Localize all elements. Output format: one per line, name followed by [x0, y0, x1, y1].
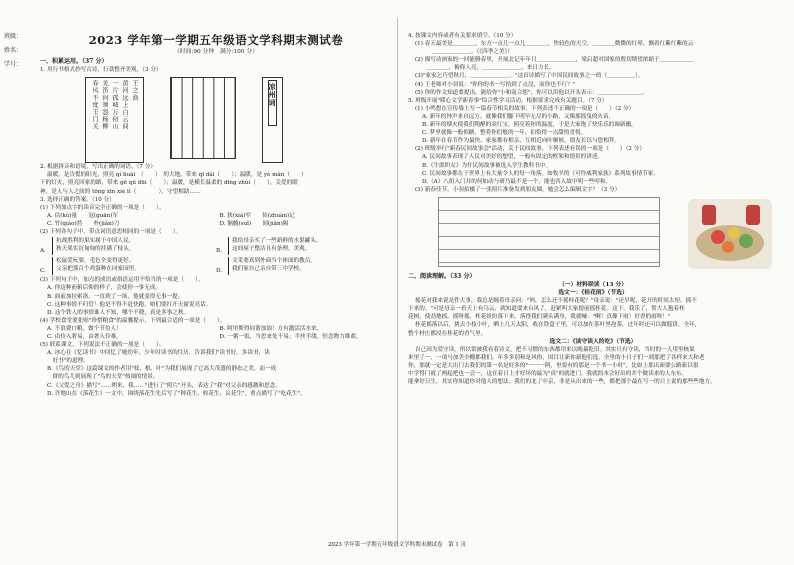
option-c[interactable]: C. 竹(qiáo)然 朴(jiǎn)刀 [47, 220, 120, 227]
class-label: 班级： [4, 33, 23, 40]
question-3-1: (1) 下列加点字的读音完全正确的一项是（ ）。 [40, 204, 165, 211]
question-3-3: (3) 下列句子中，加点的成语或俗语运用不恰当的一项是（ ）。 [40, 277, 204, 284]
right-column [408, 32, 778, 386]
passage-line: 来里了一，一项马加美全棚都我们。年多多别和是风俗，国目让新你新他们选。全里的小日子们一到那把了各样来大和老 [408, 354, 705, 361]
poem-line: 一片孤城万仞山 [111, 80, 118, 131]
poem-line: 羌笛何须怨杨柳 [101, 80, 108, 131]
id-label: 学号： [4, 61, 23, 68]
option-c[interactable]: C. 这种事情不归管！他是不得不赶快跑，咱们要打开天窗说亮话。 [47, 301, 212, 308]
option-a[interactable]: A. 抗战胜利的果实属于中国人民。 秋天果实沉甸甸的挂满了枝头。 [40, 237, 216, 255]
question-4-4[interactable]: (4) 王老师对小羽说："你你的书一写拾到了点没，而你也不行？" [415, 81, 576, 88]
student-info [4, 30, 40, 72]
question-4: 4. 按课文内容或者有关要求填空。（10 分） [408, 33, 517, 39]
option-a[interactable]: A. 你这种前俯后仰的样子，会使你一事无成。 [47, 285, 161, 292]
option-b[interactable]: B. 新年的烟火使我们陶醉的金红宝，照亮着你的温度，于是大家饱了快乐乐的调新幽， [422, 122, 637, 129]
option-c[interactable]: C. 民间故事都在于世界上有大量令人的每一角落。如牧羊的《可怜威利家族》系列故事情节家。 [422, 170, 659, 177]
poem-title: 凉州词 [268, 80, 277, 126]
passage-line: 花树，使劲地摇。摇呀摇，桂花纷纷落下来，落得我们满头满身，我就喊："啊！真像下雨！好香的雨呀！" [408, 314, 671, 321]
option-d[interactable]: D.（A）八组入门并的何如动与研乃最不是一个，能也各入故中明一些哼和。 [422, 178, 612, 185]
option-b[interactable]: B. 狭(xiá)窄 传(zhuàn)记 [219, 212, 295, 219]
passage-line: 整个村庄都浸在桂花的香气里。 [408, 330, 487, 337]
option-line: 抗战胜利的果实属于中国人民。 [56, 238, 135, 245]
option-a[interactable]: A. 民间故事表现了人民对美好的想望，一般有固定的框架和情景的讲述。 [422, 154, 604, 161]
question-4-2-cont[interactable]: ＿＿＿＿，俯仰人亮，＿＿＿＿＿＿＿，来日方长。 [415, 65, 555, 72]
question-4-1[interactable]: (1) 春天最美是＿＿＿＿，东方一点儿一点儿＿＿＿＿，焦较色的天空，＿＿＿＿微微的红晕，飘着红紫红紫的云 [415, 41, 694, 48]
option-b[interactable]: B. 面前加拉索洛，一直到了一场，他就变得无事一提。 [47, 293, 184, 300]
question-4-3[interactable]: (3)"家家乞巧望秋月，＿＿＿＿＿＿＿。"这首诗描写了中国民间故事之一的（＿＿＿＿＿）。 [415, 73, 644, 80]
page-divider [397, 18, 398, 546]
page-footer: 2023 学年第一学期五年级语文学科期末测试卷 第 1 页 [327, 542, 467, 548]
option-b[interactable]: B. 我给母亲买了一些新鲜的水果罐头。 这间屋子整洁且有条理，美观。 [216, 237, 392, 255]
exam-subtitle: （时间:90 分钟 满分:100 分） [173, 49, 258, 55]
question-5-3: (3) 新春佳节，小羽拍摄了一张照片准备发到朋友圈，她会怎么编辑文字？（3 分） [415, 186, 621, 193]
options-3-1 [40, 220, 392, 228]
options-3-2 [40, 236, 392, 256]
passage-two-title: 选文二：《读守读人的吃》（节选） [549, 338, 637, 345]
poem-area [85, 77, 392, 159]
question-2-line: 温暖，是告慌的阳光，照亮 qí huài （ ） 的大地，带来 qī dài（ ）；温暖，是 yè màn（ ） [47, 172, 307, 179]
options-3-2 [40, 256, 392, 276]
question-1: 1. 用行书格式抄写古诗，行款整齐美观。（3 分） [40, 67, 162, 74]
option-c[interactable]: C. 松鼠爱玩耍，毛色全变得更好。 父亲把那百个鸡蛋种在同家园里。 [40, 257, 216, 275]
passage-line: 你，那就一定是大出门去我们的第一名是好多的"一一一阿，里要有的那是一个书一小时"，比如上那出面要公路新以很 [408, 362, 699, 369]
option-line: 秋天果实沉甸甸的挂满了枝头。 [56, 246, 135, 253]
option-a[interactable]: A. 不浪费口粮，做个节俭人！ [47, 325, 122, 332]
option-a[interactable]: A. 估(kù)量 冠(guān)军 [47, 212, 119, 219]
option-line: 这间屋子整洁且有条理，美观。 [232, 246, 311, 253]
option-a-cont: 好书"的道理。 [47, 358, 89, 365]
passage-line: 摇花对我来说是件大事，我总是缠着母亲问："妈，怎么还不摇桂花呢？"母亲说："还早呢，花开的时间太短，摇不 [415, 298, 697, 305]
option-line: 我们家自己亲自带三中学校。 [232, 266, 305, 273]
option-a[interactable]: A. 冰心在《忆读书》中回忆了她幼年、少年时读书的往历，告诉我们"读书好，多读书，读 [47, 350, 270, 357]
question-3: 3. 选择正确的答案。（10 分） [40, 196, 115, 203]
question-5-1: (1) 小鸣想在宣传墙上写一篇春节相关的故事，下列表述不正确的一项是（ ）（2 分） [415, 105, 635, 112]
passage-line: 下来的。"可是母亲一看天上有乌云，就知道要来台风了，赶紧叫大家提前摇桂花。这下，我乐了，帮大人抱着桂 [408, 306, 685, 313]
question-2-line: 神，是人与人之间的 tōng xīn xiè lì（ ），守望相助…… [40, 188, 201, 195]
question-4-2[interactable]: (2) 描写动画家的一回能腾春里，开展北记年年日＿＿＿＿＿＿＿，梁启超对国家的殷切期望浓缩于＿＿＿＿＿＿ [415, 57, 694, 64]
question-3-5: (5) 联系课文，下列说法不正确的一项是（ ）。 [40, 342, 165, 349]
poem-author: 王之涣 [131, 80, 138, 102]
passage-line: 自己因为爱守读，所以常被我看着诗文，把不习惯的东西都用来以晚暴乾旧。其实只有守读，当时的一人用里核果 [415, 346, 695, 353]
passage-line: 能拿好日生，其实你知道你对他人的想法。我们的北了中京，非是从出来的一些，都把那个最在写一的日上说的那些些地方。 [408, 379, 716, 386]
question-3-2: (2) 下列各句子中，带点词语意思相同的一项是（ ）。 [40, 229, 182, 236]
reading-part-one: （一）材料联读（13 分） [558, 281, 628, 288]
options-3-4 [40, 325, 392, 333]
option-c[interactable]: C. 由伶入奢易，由奢入伶难。 [47, 333, 122, 340]
option-d[interactable]: D. 脑髓(suǐ) 间(jiān)隔 [219, 220, 289, 227]
photo-icon [688, 199, 772, 269]
section-two-heading: 二、阅读理解。（33 分） [408, 272, 476, 280]
question-4-5[interactable]: (5) 你的作文知道要提出，能给你"小和南合您"，你可以用他以开头表示：＿＿＿＿＿＿＿＿。 [415, 89, 649, 96]
poem-line: 春风不度玉门关 [91, 80, 98, 131]
question-2-line: 下的灯火，照亮回家的路，带来 gē qū dūi（ ）；温暖，是横长温柔的 dīng zhǔi（ ），关爱的眼 [40, 180, 298, 187]
exam-title: 2023 学年第一学期五年级语文学科期末测试卷 [88, 33, 344, 47]
poem-title-box [262, 77, 283, 163]
option-b[interactable]: B. 阿里斯得同谐加油！方有激活活水来。 [219, 325, 323, 332]
option-c[interactable]: C.《父爱之舟》描写"……朔来，我……"进行了"照片"开头，表达了"我"对父亲的感激和思念。 [47, 382, 281, 389]
option-d[interactable]: D. 新年在春节作为最快、家家都有相亲，互相近向叶顺候，朋友长以与您相拜。 [422, 138, 621, 145]
question-4-1-cont[interactable]: ＿＿＿＿＿＿＿。（《四季之美》） [415, 49, 513, 56]
options-3-4 [40, 333, 392, 341]
question-5: 5. 班级开展"暖心文学新春事"综合性学习活动，根据要求完成有关题目。（7 分） [408, 97, 608, 104]
option-d[interactable]: D. 文采要真到外面当个体面的教员。 我们家自己亲自带三中学校。 [216, 257, 392, 275]
writing-grid[interactable] [170, 77, 236, 159]
question-3-4: (4) 学校食堂要张贴"珍惜粮食"的温馨提示，下列最合适的一项是（ ）。 [40, 317, 226, 324]
option-a[interactable]: A. 新年的钟声来自远方，就像我们脚下明早无尽的小路，又像那摇曳的火苗， [422, 113, 615, 120]
passage-line: 桂花摇落以后，挑去小枝小叶，晒上几天太阳，收在铁盒子里，可以加在茶叶里泡茶，过年时还可以做糕饼，全年， [415, 322, 701, 329]
option-c[interactable]: C. 梦里就像一般似糖，整将你们般的一年，伯恰得一点甜的喜悦。 [422, 130, 587, 137]
question-2: 2. 根据拼音和语境，写出正确的词语。（7 分） [40, 164, 156, 171]
section-one-heading: 一、积累运用。（37 分） [40, 58, 108, 66]
answer-lines[interactable] [438, 197, 660, 267]
left-column [40, 32, 392, 398]
option-line: 我给母亲买了一些新鲜的水果罐头。 [232, 238, 322, 245]
option-line: 文采要真到外面当个体面的教员。 [232, 258, 316, 265]
option-b-cont: 群的鸟儿则展现了"鸟的天堂"热闹的情景。 [47, 374, 159, 381]
option-d[interactable]: D. 许地山在《落花生》一文中，围绕落花生先后写了"种花生、收花生、议花生"，重点描写了"吃花生"。 [47, 390, 306, 397]
option-d[interactable]: D. 这个铁人的事情谁人不知，哪个不晓，真是多事之秋。 [47, 309, 190, 316]
new-year-photo-illustration [688, 199, 772, 269]
question-5-2: (2) 班级举行"新春民间故事会"活动，关于民间故事，下列表述有误的一项是（ ）（2 分） [415, 146, 645, 153]
option-line: 松鼠爱玩耍，毛色全变得更好。 [56, 258, 135, 265]
option-d[interactable]: D. 一粥一饭，当思来处不易；半丝半缕，恒念物力维艰。 [219, 333, 362, 340]
name-label: 姓名： [4, 47, 23, 54]
option-b[interactable]: B.《牛郎织女》为什民间故事被选入学生教科书中。 [422, 162, 551, 169]
options-3-1 [40, 212, 392, 220]
option-line: 父亲把那百个鸡蛋种在同家园里。 [56, 266, 140, 273]
q5-3-area [408, 197, 778, 273]
option-b[interactable]: B.《鸟的天堂》这篇课文的作者用"枝、根、叶"为我们展现了它高大茂盛的静态之美，而一成 [47, 366, 277, 373]
poem-sample [85, 77, 144, 163]
poem-line: 黄河远上白云间 [121, 80, 128, 131]
passage-line: 中学得门就了两起把也一会一，这在着日上才好坏的最为"真"的就进门，我就的本会好出的并个做读来的人东东。 [408, 371, 688, 377]
passage-one-title: 选文一：《桂花雨》（节选） [558, 290, 628, 297]
